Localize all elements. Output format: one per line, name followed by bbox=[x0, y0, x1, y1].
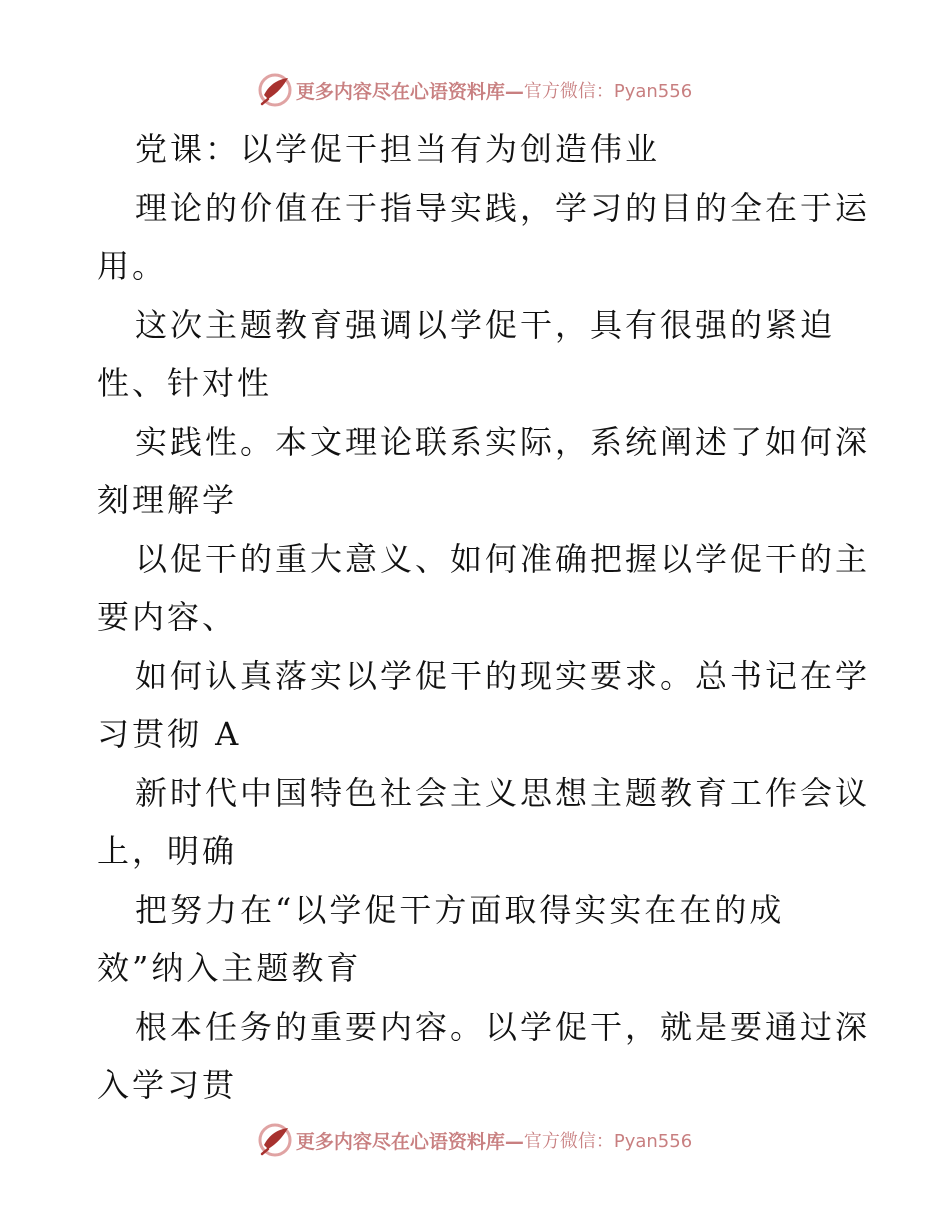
text-line: 习贯彻 A bbox=[97, 715, 242, 753]
text-line: 入学习贯 bbox=[97, 1066, 238, 1104]
quill-pen-logo-icon bbox=[258, 1123, 292, 1157]
text-line: 用。 bbox=[97, 247, 168, 285]
quill-pen-logo-icon bbox=[258, 73, 292, 107]
banner-contact: 官方微信：Pyan556 bbox=[523, 81, 693, 102]
banner-text: 更多内容尽在心语资料库— bbox=[295, 80, 524, 103]
text-line: 实践性。本文理论联系实际，系统阐述了如何深 bbox=[135, 422, 871, 461]
text-line: 新时代中国特色社会主义思想主题教育工作会议 bbox=[135, 773, 871, 812]
text-line: 效”纳入主题教育 bbox=[97, 949, 362, 987]
text-line: 上，明确 bbox=[97, 832, 238, 870]
text-line: 刻理解学 bbox=[97, 481, 238, 519]
text-line: 理论的价值在于指导实践，学习的目的全在于运 bbox=[135, 188, 871, 227]
text-line: 性、针对性 bbox=[97, 364, 273, 402]
footer-banner bbox=[0, 1120, 950, 1160]
text-line: 这次主题教育强调以学促干，具有很强的紧迫 bbox=[135, 305, 836, 344]
banner-text: 更多内容尽在心语资料库— bbox=[295, 1130, 524, 1153]
text-line: 要内容、 bbox=[97, 598, 238, 636]
text-line: 根本任务的重要内容。以学促干，就是要通过深 bbox=[135, 1007, 871, 1046]
document-body bbox=[97, 120, 871, 1115]
text-line: 以促干的重大意义、如何准确把握以学促干的主 bbox=[135, 539, 871, 578]
header-banner bbox=[0, 70, 950, 110]
text-line: 把努力在“以学促干方面取得实实在在的成 bbox=[135, 890, 785, 929]
text-line: 如何认真落实以学促干的现实要求。总书记在学 bbox=[135, 656, 871, 695]
banner-contact: 官方微信：Pyan556 bbox=[523, 1131, 693, 1152]
document-title: 党课：以学促干担当有为创造伟业 bbox=[135, 130, 661, 168]
